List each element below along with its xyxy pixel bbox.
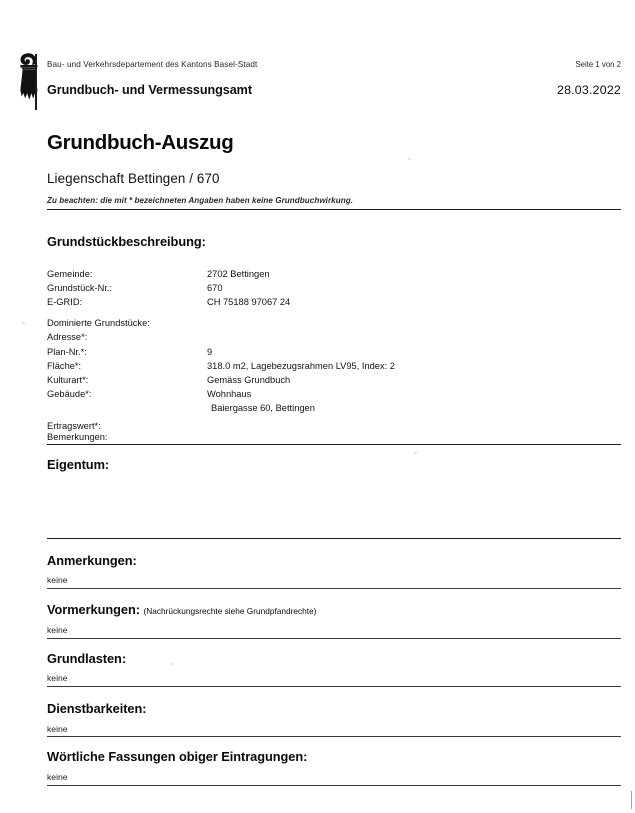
description-value: 9 [207,347,213,357]
description-row [47,375,621,390]
description-value: Baiergasse 60, Bettingen [211,403,315,413]
description-value: 2702 Bettingen [207,269,270,279]
section-heading-eigentum: Eigentum: [47,457,110,472]
office-name: Grundbuch- und Vermessungsamt [47,83,252,97]
scan-speck [414,452,417,454]
scan-speck [170,663,173,665]
description-row [47,403,621,418]
description-label: E-GRID: [47,297,83,307]
scan-speck [22,322,25,324]
grundlasten-rule [47,686,621,687]
description-label: Gebäude*: [47,389,92,399]
dienstbarkeiten-value: keine [47,724,68,734]
description-value: 670 [207,283,223,293]
description-label: Kulturart*: [47,375,89,385]
dienstbarkeiten-rule [47,736,621,737]
description-row [47,389,621,404]
woertliche-fassungen-rule [47,785,621,786]
description-value: Wohnhaus [207,389,252,399]
description-value: Gemäss Grundbuch [207,375,291,385]
section-heading-anmerkungen: Anmerkungen: [47,553,137,568]
grundlasten-value: keine [47,673,68,683]
page-title: Grundbuch-Auszug [47,131,234,154]
section-heading-dienstbarkeiten: Dienstbarkeiten: [47,701,147,716]
scan-speck [408,158,411,160]
woertliche-fassungen-value: keine [47,772,68,782]
description-label: Grundstück-Nr.: [47,283,113,293]
eigentum-rule [47,538,621,539]
basel-crosier-icon [14,52,44,102]
scan-edge-mark [631,791,632,809]
description-value: CH 75188 97067 24 [207,297,291,307]
description-label: Fläche*: [47,361,82,371]
description-label: Plan-Nr.*: [47,347,87,357]
description-label: Bemerkungen: [47,432,108,442]
description-row [47,297,621,312]
note-rule [47,209,621,210]
description-row [47,332,621,347]
document-date: 28.03.2022 [556,83,621,97]
description-value: 318.0 m2, Lagebezugsrahmen LV95, Index: 2 [207,361,395,371]
header-divider [35,54,37,110]
anmerkungen-rule [47,588,621,589]
page-indicator: Seite 1 von 2 [575,60,621,69]
description-row [47,361,621,376]
anmerkungen-value: keine [47,575,68,585]
description-label: Ertragswert*: [47,421,101,431]
property-designation: Liegenschaft Bettingen / 670 [47,171,220,186]
vormerkungen-parenthetical: (Nachrückungsrechte siehe Grundpfandrechte) [143,606,317,616]
section-heading-grundlasten: Grundlasten: [47,651,127,666]
description-label: Dominierte Grundstücke: [47,318,150,328]
section-heading-vormerkungen [47,602,316,617]
section-heading-woertliche-fassungen: Wörtliche Fassungen obiger Eintragungen: [47,749,308,764]
description-row [47,318,621,333]
vormerkungen-rule [47,638,621,639]
section-heading-description: Grundstückbeschreibung: [47,234,206,249]
document-header [0,52,635,114]
vormerkungen-value: keine [47,625,68,635]
description-row [47,283,621,298]
description-row [47,347,621,362]
vormerkungen-label: Vormerkungen: [47,602,140,617]
description-rule [47,444,621,445]
description-label: Gemeinde: [47,269,93,279]
asterisk-note: Zu beachten: die mit * bezeichneten Angaben haben keine Grundbuchwirkung. [47,196,354,205]
department-name: Bau- und Verkehrsdepartement des Kantons Basel-Stadt [47,60,258,69]
description-label: Adresse*: [47,332,88,342]
description-row [47,269,621,284]
